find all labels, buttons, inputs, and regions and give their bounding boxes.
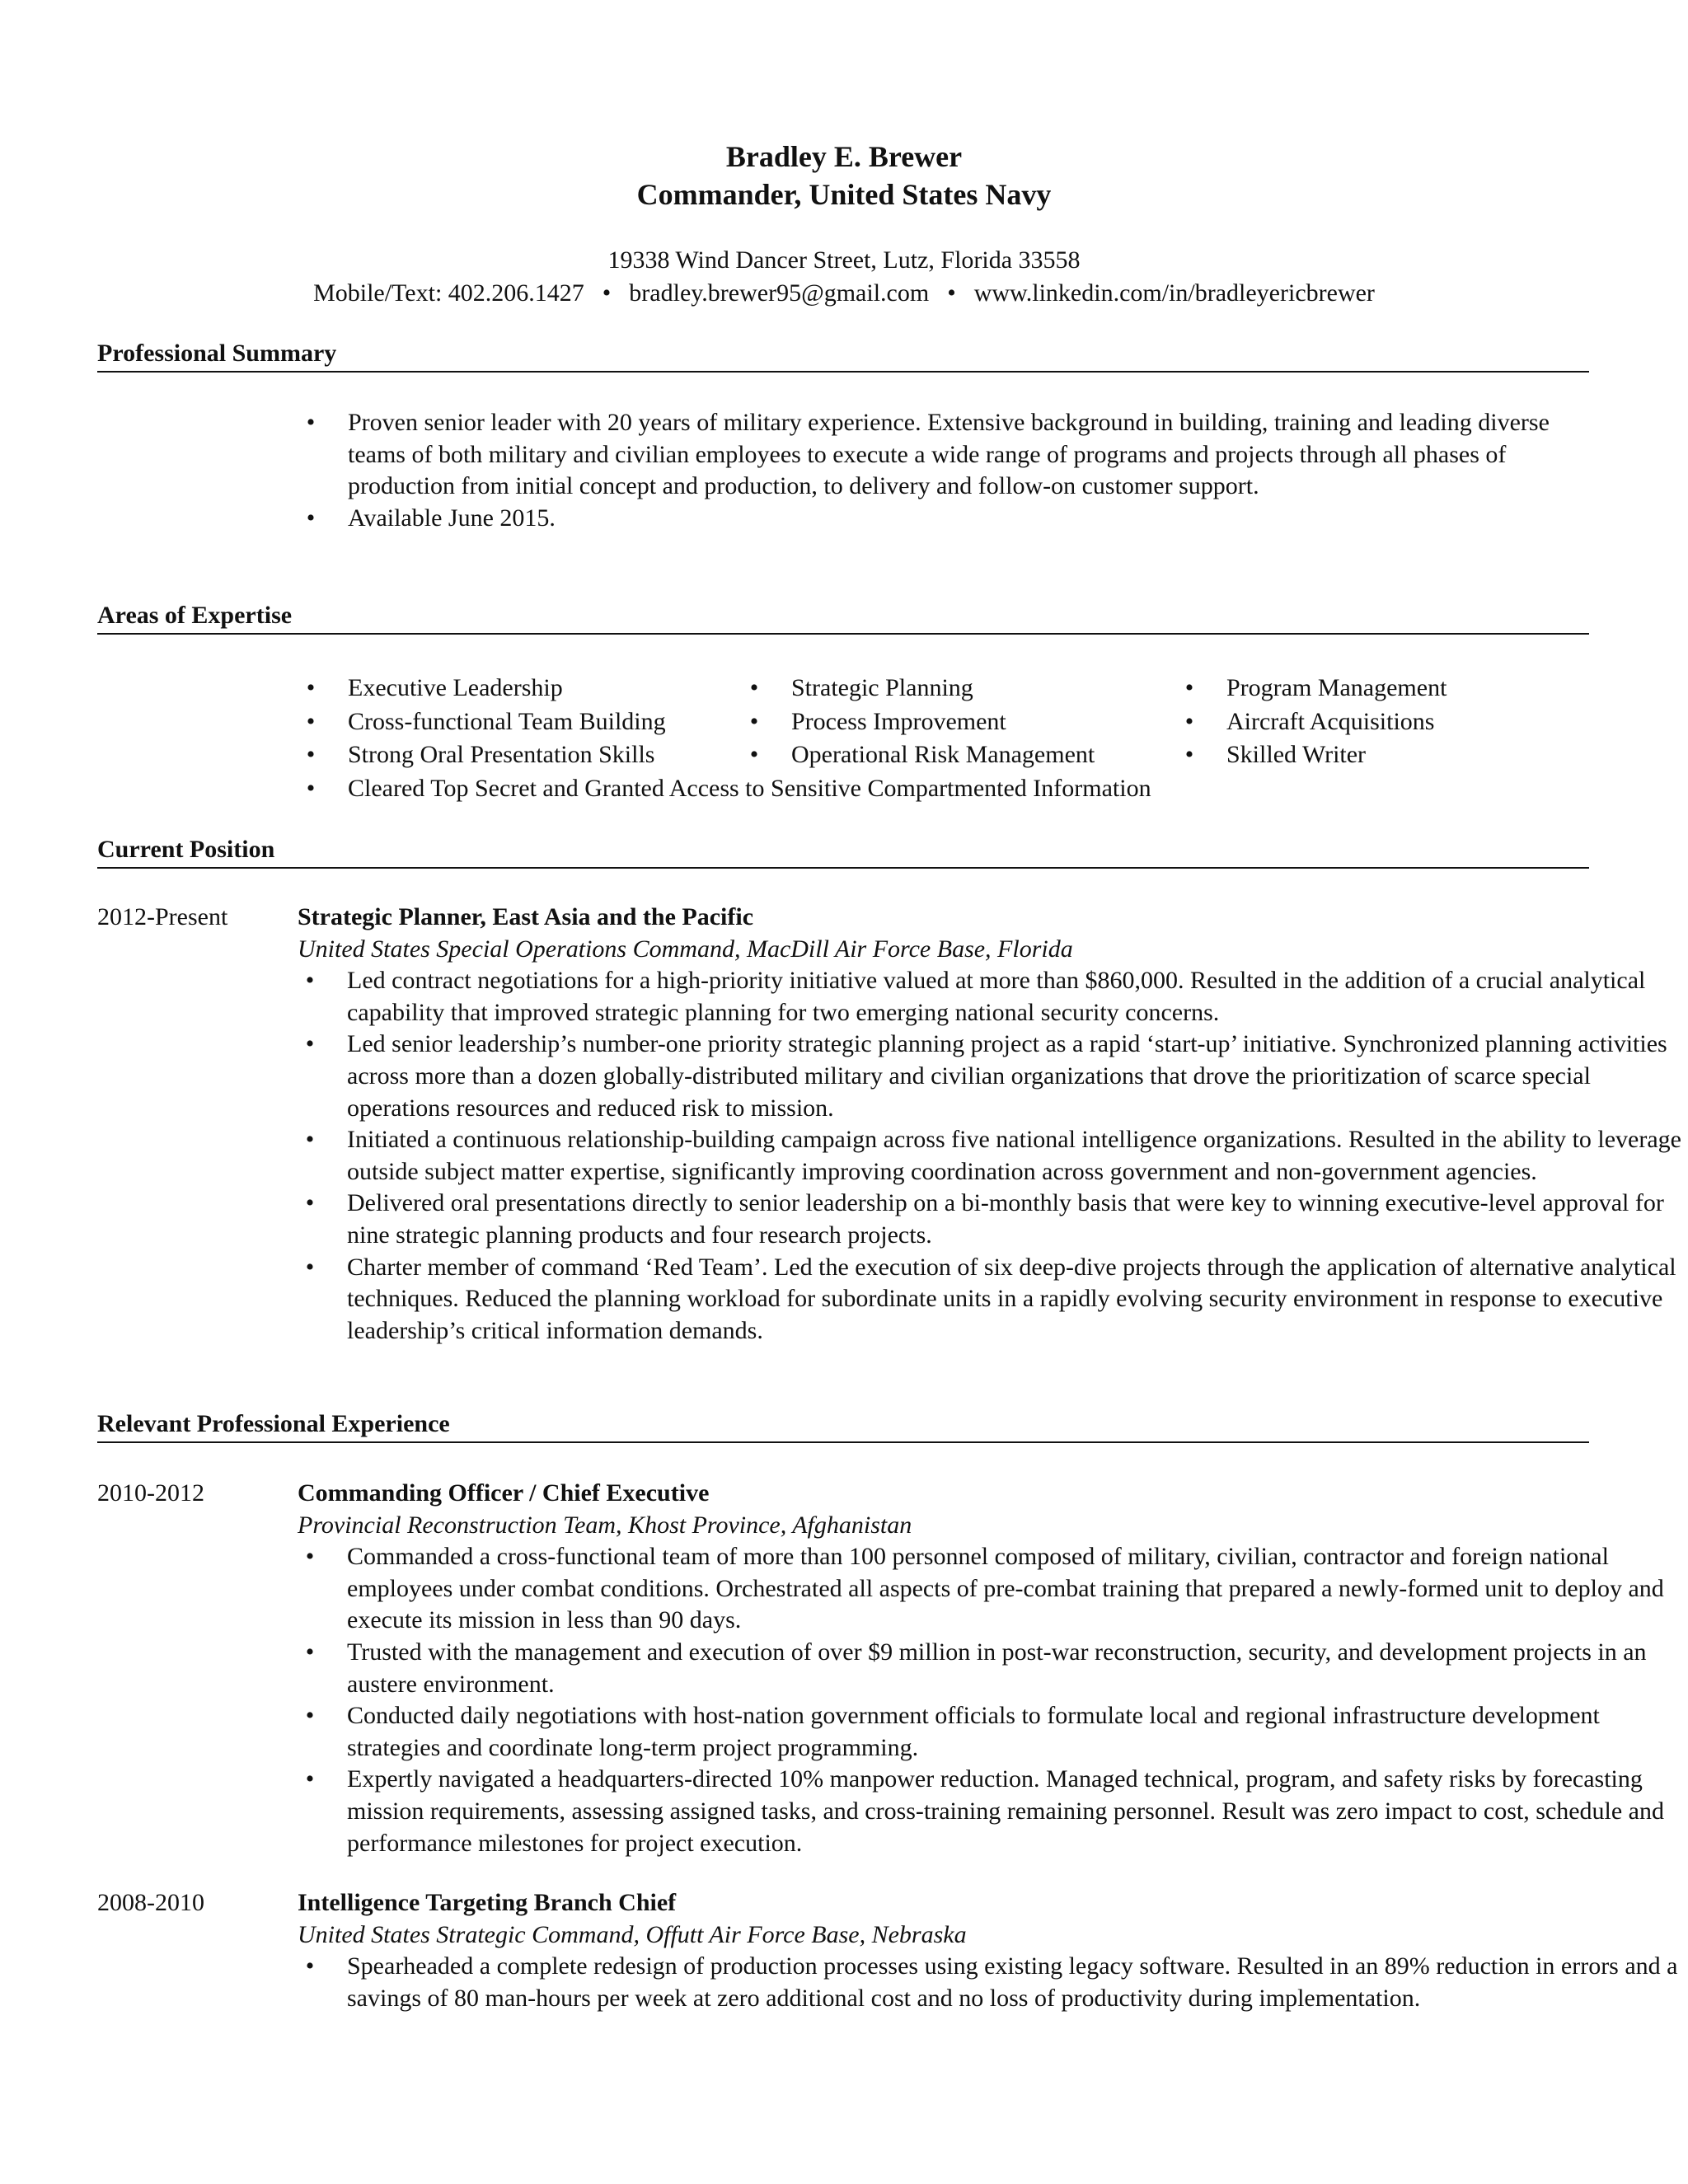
list-item: • Expertly navigated a headquarters-directed 10% manpower reduction. Managed technical, program, and safety risks by forecasting mission requirements, assessing assigned tasks, and cross-training remaining personnel. Result was zero impact to cost, schedule and performance milestones for project execution.	[298, 1764, 1682, 1859]
bullet-icon: •	[306, 674, 316, 701]
bullet-icon: •	[306, 409, 316, 436]
bullet-icon: •	[1184, 741, 1194, 768]
list-item: • Delivered oral presentations directly to senior leadership on a bi-monthly basis that were key to winning executive-level approval for nine strategic planning products and four research projects.	[298, 1188, 1682, 1251]
bullet-icon: •	[305, 1189, 315, 1217]
job-bullets	[298, 1541, 1682, 1859]
bullet-icon: •	[305, 967, 315, 995]
candidate-title: Commander, United States Navy	[636, 178, 1052, 211]
expertise-item: Strategic Planning	[791, 674, 973, 701]
job-role: Intelligence Targeting Branch Chief	[298, 1889, 677, 1916]
expertise-item: Cleared Top Secret and Granted Access to Sensitive Compartmented Information	[348, 774, 1151, 802]
list-item: • Led contract negotiations for a high-priority initiative valued at more than $860,000. Resulted in the addition of a crucial analytical capability that improved strategic planning for two emerging national security concerns.	[298, 965, 1682, 1029]
expertise-item: Aircraft Acquisitions	[1226, 707, 1435, 735]
job-organization: Provincial Reconstruction Team, Khost Province, Afghanistan	[298, 1511, 912, 1539]
job-dates: 2008-2010	[97, 1889, 204, 1916]
bullet-icon: •	[306, 774, 316, 802]
bullet-icon: •	[305, 1126, 315, 1154]
expertise-item: Process Improvement	[791, 707, 1006, 735]
expertise-item: Strong Oral Presentation Skills	[348, 741, 655, 768]
separator: •	[602, 279, 612, 307]
list-item: • Charter member of command ‘Red Team’. Led the execution of six deep-dive projects through the application of alternative analytical techniques. Reduced the planning workload for subordinate units in a rapidly evolving security environment in response to executive leadership’s critical information demands.	[298, 1252, 1682, 1347]
bullet-icon: •	[305, 1765, 315, 1793]
list-item: • Spearheaded a complete redesign of production processes using existing legacy software. Resulted in an 89% reduction in errors and a savings of 80 man-hours per week at zero additional cost and no loss of productivity during implementation.	[298, 1951, 1682, 2014]
list-item: • Commanded a cross-functional team of more than 100 personnel composed of military, civilian, contractor and foreign national employees under combat conditions. Orchestrated all aspects of pre-combat training that prepared a newly-formed unit to deploy and execute its mission in less than 90 days.	[298, 1541, 1682, 1637]
list-item: • Conducted daily negotiations with host-nation government officials to formulate local and regional infrastructure development strategies and coordinate long-term project programming.	[298, 1700, 1682, 1764]
bullet-icon: •	[306, 741, 316, 768]
job-bullets	[298, 965, 1682, 1347]
expertise-item: Cross-functional Team Building	[348, 707, 666, 735]
expertise-item: Executive Leadership	[348, 674, 563, 701]
bullet-icon: •	[306, 504, 316, 532]
expertise-item: Operational Risk Management	[791, 741, 1095, 768]
separator: •	[947, 279, 956, 307]
bullet-icon: •	[749, 707, 759, 735]
section-heading-expertise: Areas of Expertise	[97, 600, 1589, 635]
job-organization: United States Special Operations Command, MacDill Air Force Base, Florida	[298, 935, 1073, 963]
job-dates: 2010-2012	[97, 1479, 204, 1507]
list-item: • Available June 2015.	[298, 503, 1584, 535]
bullet-icon: •	[749, 741, 759, 768]
bullet-icon: •	[305, 1030, 315, 1058]
bullet-icon: •	[305, 1952, 315, 1980]
summary-list	[298, 407, 1584, 534]
bullet-icon: •	[306, 707, 316, 735]
bullet-icon: •	[305, 1638, 315, 1666]
job-organization: United States Strategic Command, Offutt Air Force Base, Nebraska	[298, 1920, 967, 1948]
bullet-icon: •	[1184, 674, 1194, 701]
expertise-item: Program Management	[1226, 674, 1447, 701]
job-role: Commanding Officer / Chief Executive	[298, 1479, 710, 1507]
job-dates: 2012-Present	[97, 903, 228, 930]
job-role: Strategic Planner, East Asia and the Pacific	[298, 903, 754, 930]
list-item: • Trusted with the management and execution of over $9 million in post-war reconstruction, security, and development projects in an austere environment.	[298, 1637, 1682, 1700]
list-item: • Proven senior leader with 20 years of military experience. Extensive background in building, training and leading diverse teams of both military and civilian employees to execute a wide range of programs and projects through all phases of production from initial concept and production, to delivery and follow-on customer support.	[298, 407, 1584, 503]
section-heading-current: Current Position	[97, 834, 1589, 869]
bullet-icon: •	[305, 1253, 315, 1281]
section-heading-experience: Relevant Professional Experience	[97, 1408, 1589, 1443]
bullet-icon: •	[749, 674, 759, 701]
phone: Mobile/Text: 402.206.1427	[313, 279, 584, 307]
bullet-icon: •	[305, 1543, 315, 1571]
list-item: • Led senior leadership’s number-one priority strategic planning project as a rapid ‘start-up’ initiative. Synchronized planning activities across more than a dozen globally-distributed military and civilian organizations that drove the prioritization of scarce special operations resources and reduced risk to mission.	[298, 1029, 1682, 1124]
expertise-item: Skilled Writer	[1226, 741, 1367, 768]
list-item: • Initiated a continuous relationship-building campaign across five national intelligence organizations. Resulted in the ability to leverage outside subject matter expertise, significantly improving coordination across government and non-government agencies.	[298, 1124, 1682, 1188]
job-bullets	[298, 1951, 1682, 2014]
email-link[interactable]: bradley.brewer95@gmail.com	[629, 279, 930, 307]
address: 19338 Wind Dancer Street, Lutz, Florida 33558	[607, 246, 1081, 274]
candidate-name: Bradley E. Brewer	[725, 140, 963, 173]
linkedin-link[interactable]: www.linkedin.com/in/bradleyericbrewer	[973, 279, 1375, 307]
bullet-icon: •	[305, 1702, 315, 1730]
section-heading-summary: Professional Summary	[97, 338, 1589, 373]
bullet-icon: •	[1184, 707, 1194, 735]
contact-line	[0, 277, 1688, 310]
